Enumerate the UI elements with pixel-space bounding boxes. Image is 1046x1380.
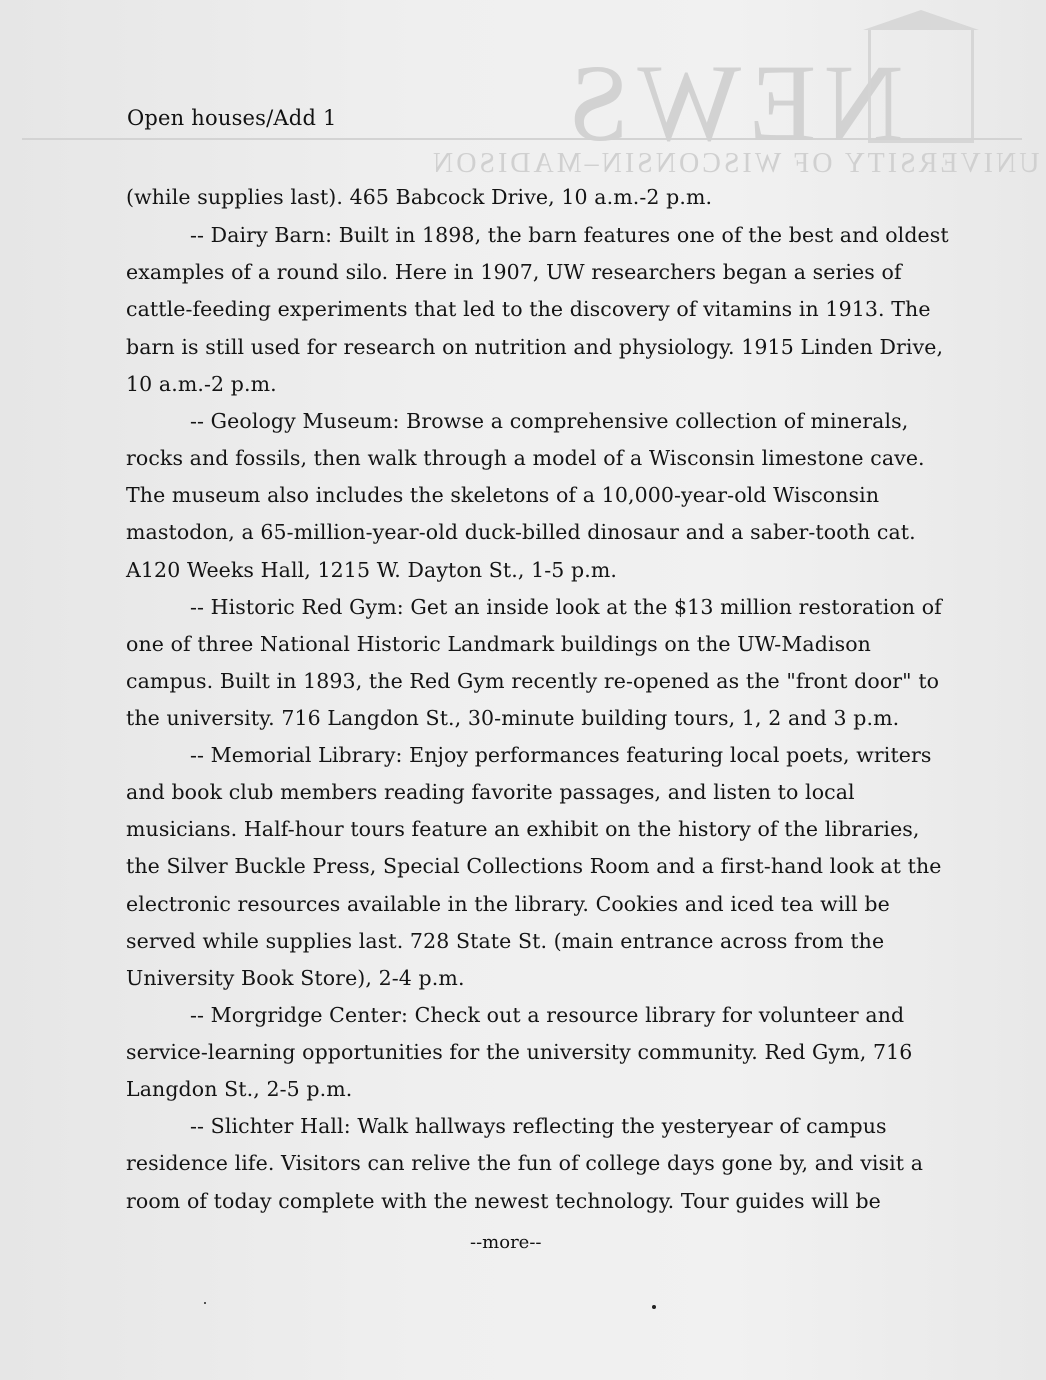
- body-line: -- Morgridge Center: Check out a resource library for volunteer and: [190, 1003, 905, 1027]
- body-line: -- Geology Museum: Browse a comprehensive collection of minerals,: [190, 409, 909, 433]
- body-line: barn is still used for research on nutrition and physiology. 1915 Linden Drive,: [126, 335, 944, 359]
- body-line: rocks and fossils, then walk through a model of a Wisconsin limestone cave.: [126, 446, 925, 470]
- body-line: -- Dairy Barn: Built in 1898, the barn features one of the best and oldest: [190, 223, 949, 247]
- body-line: -- Slichter Hall: Walk hallways reflecting the yesteryear of campus: [190, 1114, 887, 1138]
- body-line: The museum also includes the skeletons of a 10,000-year-old Wisconsin: [126, 483, 880, 507]
- body-line: the Silver Buckle Press, Special Collections Room and a first-hand look at the: [126, 854, 942, 878]
- body-line: (while supplies last). 465 Babcock Drive, 10 a.m.-2 p.m.: [126, 185, 713, 209]
- body-line: served while supplies last. 728 State St. (main entrance across from the: [126, 929, 885, 953]
- body-line: mastodon, a 65-million-year-old duck-billed dinosaur and a saber-tooth cat.: [126, 520, 916, 544]
- body-line: the university. 716 Langdon St., 30-minute building tours, 1, 2 and 3 p.m.: [126, 706, 900, 730]
- body-line: and book club members reading favorite passages, and listen to local: [126, 780, 855, 804]
- bleed-through-logo: NEWS: [560, 42, 904, 164]
- speck: [204, 1302, 206, 1304]
- bleed-through-building-emblem: [868, 30, 974, 143]
- bleed-through-university: UNIVERSITY OF WISCONSIN–MADISON: [430, 148, 1040, 179]
- body-line: one of three National Historic Landmark buildings on the UW-Madison: [126, 632, 871, 656]
- body-line: examples of a round silo. Here in 1907, UW researchers began a series of: [126, 260, 902, 284]
- body-line: 10 a.m.-2 p.m.: [126, 372, 277, 396]
- more-marker: --more--: [470, 1232, 542, 1253]
- body-line: electronic resources available in the library. Cookies and iced tea will be: [126, 892, 890, 916]
- speck: [652, 1305, 656, 1309]
- body-line: service-learning opportunities for the university community. Red Gym, 716: [126, 1040, 913, 1064]
- body-line: cattle-feeding experiments that led to the discovery of vitamins in 1913. The: [126, 297, 931, 321]
- body-line: campus. Built in 1893, the Red Gym recently re-opened as the "front door" to: [126, 669, 940, 693]
- body-line: A120 Weeks Hall, 1215 W. Dayton St., 1-5 p.m.: [126, 558, 618, 582]
- body-line: Langdon St., 2-5 p.m.: [126, 1077, 353, 1101]
- body-line: residence life. Visitors can relive the fun of college days gone by, and visit a: [126, 1151, 924, 1175]
- page-header: Open houses/Add 1: [127, 106, 337, 130]
- body-line: University Book Store), 2-4 p.m.: [126, 966, 465, 990]
- body-line: -- Historic Red Gym: Get an inside look at the $13 million restoration of: [190, 595, 942, 619]
- body-line: room of today complete with the newest technology. Tour guides will be: [126, 1189, 881, 1213]
- body-line: musicians. Half-hour tours feature an exhibit on the history of the libraries,: [126, 817, 920, 841]
- body-line: -- Memorial Library: Enjoy performances featuring local poets, writers: [190, 743, 932, 767]
